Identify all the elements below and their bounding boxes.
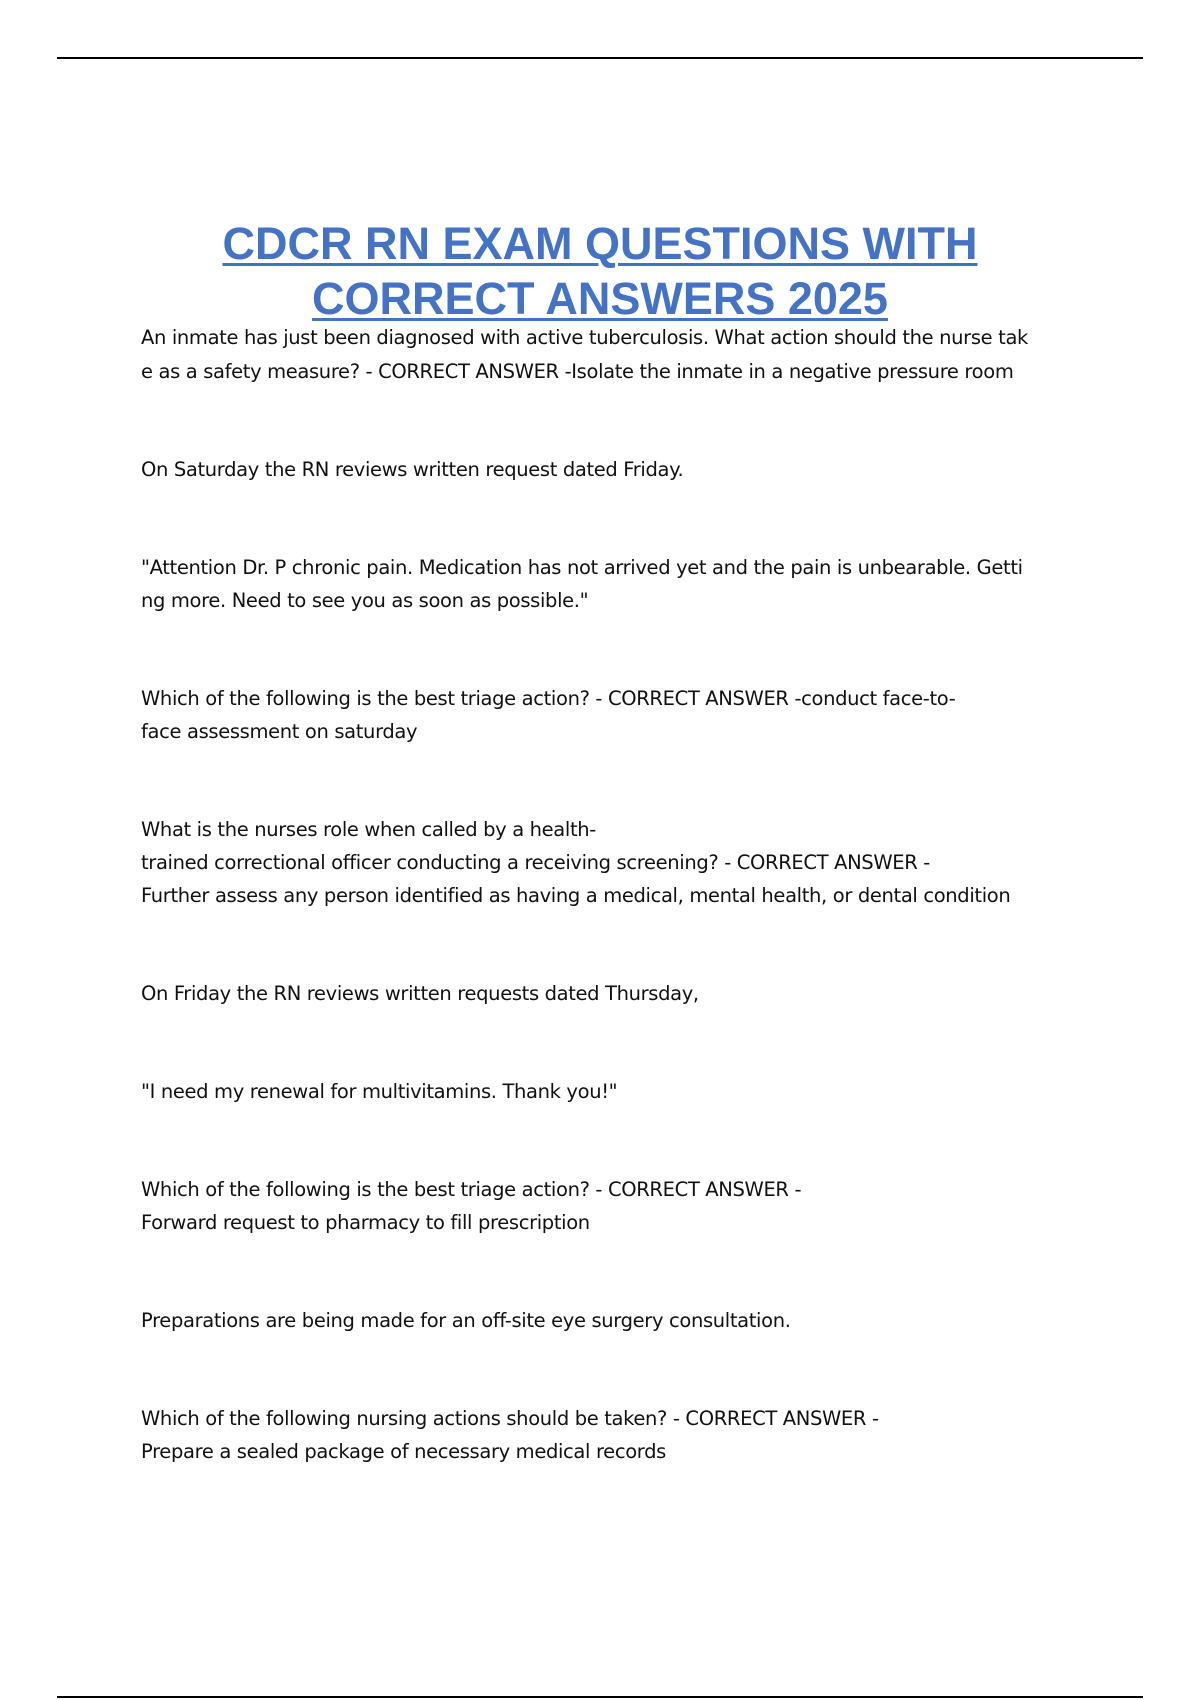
header-rule	[57, 57, 1143, 59]
body-line: face assessment on saturday	[141, 720, 418, 743]
footer-rule	[57, 1696, 1143, 1698]
body-line: trained correctional officer conducting a receiving screening? - CORRECT ANSWER -	[141, 851, 930, 874]
body-line: What is the nurses role when called by a health-	[141, 818, 596, 841]
body-line: Prepare a sealed package of necessary medical records	[141, 1440, 666, 1463]
title-block	[0, 216, 1200, 326]
body-line: Preparations are being made for an off-site eye surgery consultation.	[141, 1309, 791, 1332]
body-line: Which of the following is the best triage action? - CORRECT ANSWER -conduct face-to-	[141, 687, 956, 710]
title-line-1: CDCR RN EXAM QUESTIONS WITH	[222, 218, 978, 269]
document-title	[222, 216, 977, 326]
body-line: e as a safety measure? - CORRECT ANSWER -Isolate the inmate in a negative pressure room	[141, 360, 1014, 383]
body-line: An inmate has just been diagnosed with active tuberculosis. What action should the nurse tak	[141, 326, 1028, 349]
body-line: On Saturday the RN reviews written request dated Friday.	[141, 458, 684, 481]
body-line: Which of the following nursing actions should be taken? - CORRECT ANSWER -	[141, 1407, 879, 1430]
body-line: "Attention Dr. P chronic pain. Medication has not arrived yet and the pain is unbearable. Getti	[141, 556, 1023, 579]
title-line-2: CORRECT ANSWERS 2025	[312, 273, 888, 324]
body-line: Further assess any person identified as having a medical, mental health, or dental condition	[141, 884, 1011, 907]
body-line: ng more. Need to see you as soon as possible."	[141, 589, 589, 612]
body-line: On Friday the RN reviews written requests dated Thursday,	[141, 982, 699, 1005]
body-line: "I need my renewal for multivitamins. Thank you!"	[141, 1080, 618, 1103]
body-line: Forward request to pharmacy to fill prescription	[141, 1211, 590, 1234]
body-line: Which of the following is the best triage action? - CORRECT ANSWER -	[141, 1178, 802, 1201]
